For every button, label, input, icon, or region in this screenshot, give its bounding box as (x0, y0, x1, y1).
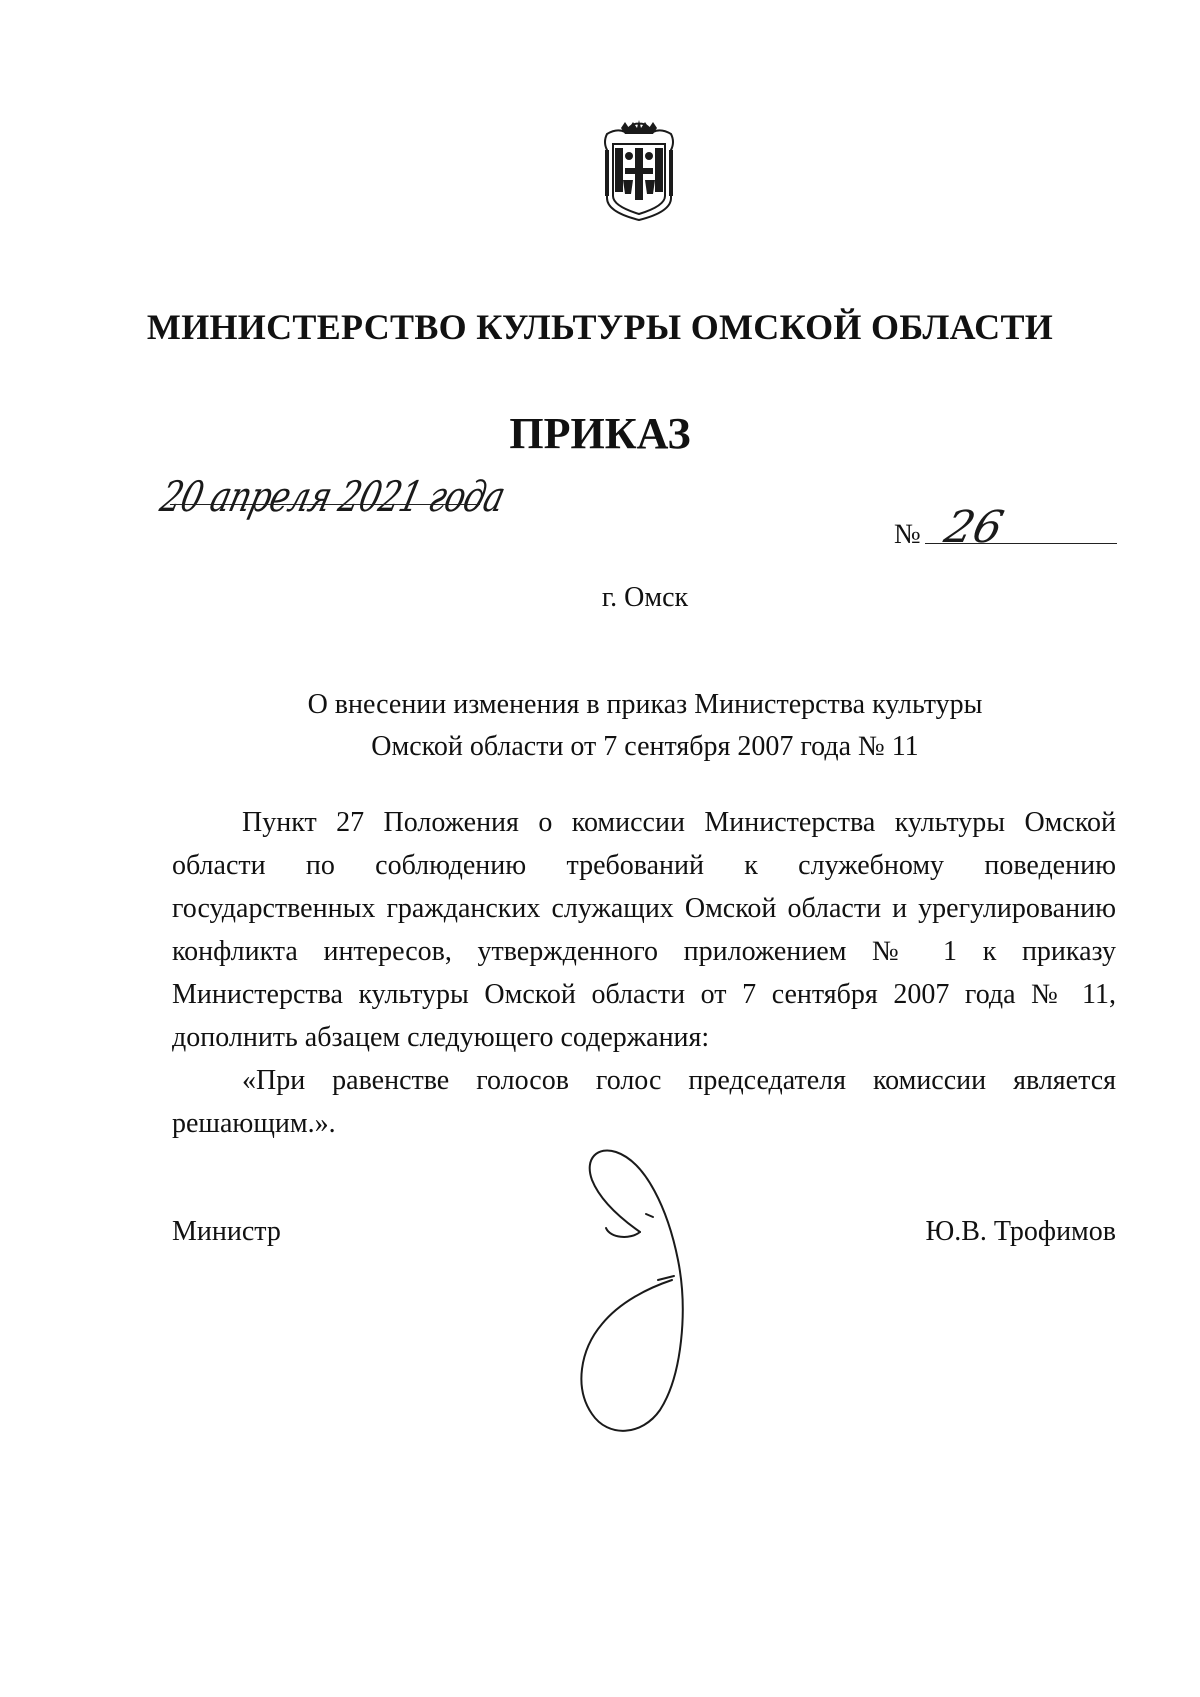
coat-of-arms-icon (601, 120, 677, 224)
document-body (172, 801, 1116, 1145)
handwritten-signature-icon (550, 1140, 740, 1440)
handwritten-number: 26 (939, 502, 1009, 553)
signer-name: Ю.В. Трофимов (925, 1216, 1116, 1247)
handwritten-date: 20 апреля 2021 года (155, 472, 510, 521)
ministry-name: МИНИСТЕРСТВО КУЛЬТУРЫ ОМСКОЙ ОБЛАСТИ (146, 307, 1054, 347)
number-label: № (894, 519, 921, 550)
body-paragraph-1: Пункт 27 Положения о комиссии Министерства культуры Омской области по соблюдению требований к служебному поведению государственных гражданских служащих Омской области и урегулированию конфликта интересов, утвержденного приложением № 1 к приказу Министерства культуры Омской области от 7 сентября 2007 года № 11, дополнить абзацем следующего содержания: (172, 807, 1116, 1053)
document-subject (0, 684, 1200, 768)
date-underline (170, 504, 480, 505)
document-type-title: ПРИКАЗ (509, 409, 691, 458)
subject-line-1: О внесении изменения в приказ Министерства культуры (307, 689, 983, 720)
signer-position: Министр (172, 1216, 281, 1247)
body-paragraph-2: «При равенстве голосов голос председателя комиссии является решающим.». (172, 1065, 1116, 1139)
subject-line-2: Омской области от 7 сентября 2007 года № 11 (371, 731, 919, 762)
city: г. Омск (601, 582, 689, 613)
